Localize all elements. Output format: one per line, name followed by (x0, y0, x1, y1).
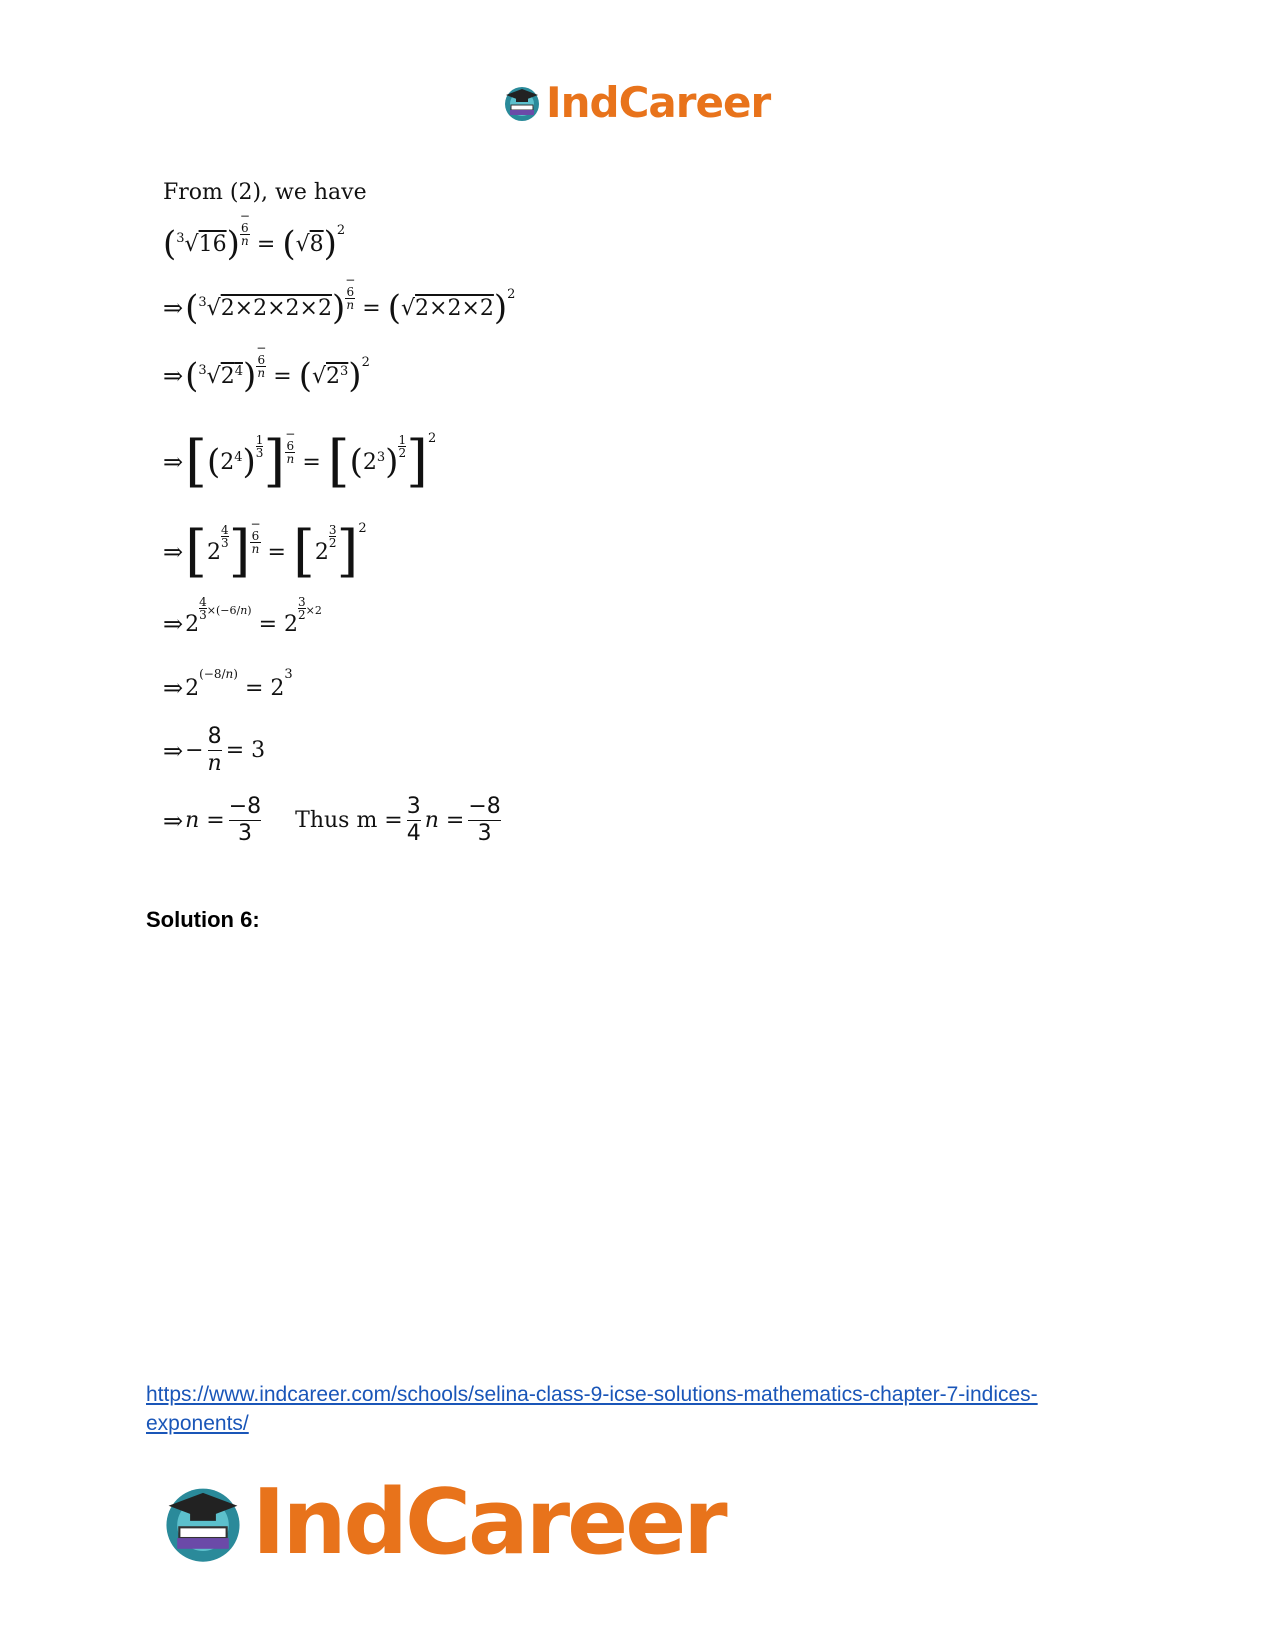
graduation-cap-books-globe-icon (160, 1480, 246, 1566)
math-thus-label: Thus m = (295, 808, 403, 833)
source-link[interactable]: https://www.indcareer.com/schools/selina-class-9-icse-solutions-mathematics-chapter-7-indices-exponents/ (146, 1383, 1038, 1435)
math-line-9: ⇒ n = $\frac{-8}{3}$ Thus m = $\frac{3}{4}$ n = $\frac{-8}{3}$ (163, 794, 501, 846)
math-intro-text: From (2), we have (163, 180, 367, 205)
math-line-6: ⇒ 2 4 3 ×(−6/n) = 2 3 2 ×2 (163, 594, 322, 638)
math-line-8: ⇒ − $\frac{8}{n}$ = 3 (163, 724, 266, 776)
math-line-2: ⇒ ( 3 √ 2×2×2×2 ) − 6 n = ( √ 2×2×2 ) 2 (163, 272, 516, 328)
solution-6-heading: Solution 6: (146, 907, 260, 932)
math-line-5: ⇒ [ 2 4 3 ] − 6 n = [ 2 3 2 ] 2 (163, 516, 367, 584)
math-line-4: ⇒ [ ( $2^4$ ) 1 3 ] − 6 n = [ ( $2^3$ ) 1 2 ] 2 (163, 426, 437, 494)
footer-logo (160, 1470, 725, 1575)
footer-logo-text: IndCareer (252, 1470, 725, 1575)
header-logo (502, 78, 770, 127)
header-logo-text: IndCareer (546, 78, 771, 127)
math-line-1: ( 3 √ 16 ) − 6 n = ( √ 8 ) 2 (163, 208, 346, 264)
graduation-cap-books-globe-icon (502, 83, 542, 123)
math-line-7: ⇒ 2 (−8/n) = 2 3 (163, 666, 293, 702)
math-intro (163, 180, 367, 205)
math-line-3: ⇒ ( 3 √ $2^4$ ) − 6 n = ( √ $2^3$ ) 2 (163, 340, 370, 396)
